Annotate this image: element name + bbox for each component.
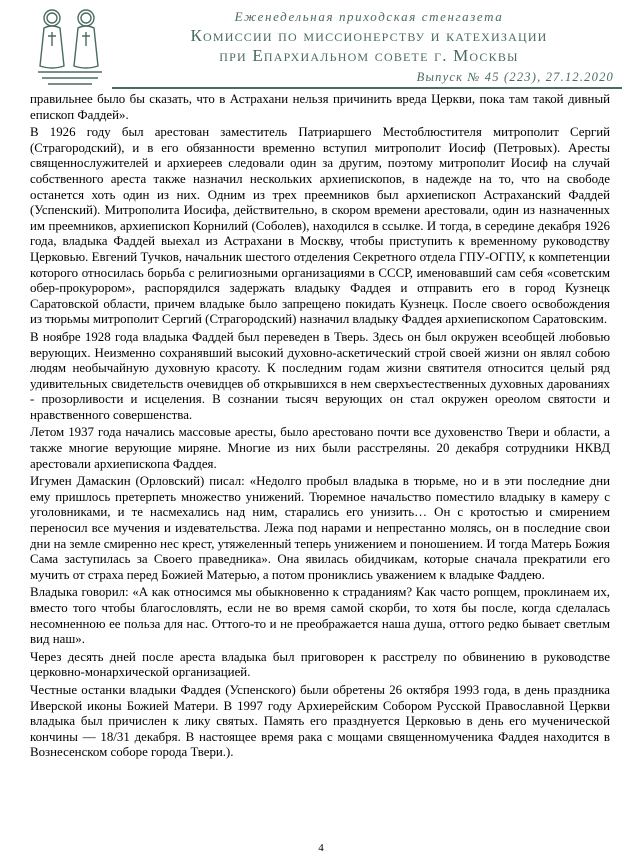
newspaper-header xyxy=(26,4,622,90)
page-number: 4 xyxy=(318,842,324,854)
paragraph: В ноябре 1928 года владыка Фаддей был переведен в Тверь. Здесь он был окружен всеобщей любовью верующих. Неизменно сохранявший высокий духовно-аскетический строй своей жизни он являл собою людям необычайную духовную красоту. К последним годам жизни святителя относится целый ряд удивительных свидетельств очевидцев об открывшихся в нем сверхъестественных духовных дарованиях - прозорливости и исцеления. В сознании тысяч верующих он стал окружен ореолом святости и нравственного совершенства. xyxy=(30,329,610,422)
newspaper-title-line-2: при Епархиальном совете г. Москвы xyxy=(219,46,519,65)
paragraph: правильнее было бы сказать, что в Астрахани нельзя причинить вреда Церкви, пока там такой дивный епископ Фаддей». xyxy=(30,92,610,122)
paragraph: Владыка говорил: «А как относимся мы обыкновенно к страданиям? Как часто ропщем, проклинаем их, вместо того чтобы благословлять, если не во время самой скорби, то хотя бы после, когда сделалась несомненною ее польза для нас. Оттого-то и не преображается наша душа, оттого редко бывает светлым вид наш». xyxy=(30,585,610,647)
saints-logo-icon xyxy=(30,6,110,86)
paragraph: Честные останки владыки Фаддея (Успенского) были обретены 26 октября 1993 года, в день праздника Иверской иконы Божией Матери. В 1997 году Архиерейским Собором Русской Православной Церкви владыка был причислен к лику святых. Память его празднуется Церковью в день его мученической кончины — 18/31 декабря. В настоящее время рака с мощами священномученика Фаддея находится в Вознесенском соборе города Твери.). xyxy=(30,682,610,760)
header-divider xyxy=(112,87,622,89)
paragraph: Игумен Дамаскин (Орловский) писал: «Недолго пробыл владыка в тюрьме, но и в эти последние дни ему пришлось претерпеть множество унижений. Тюремное начальство поместило владыку в камеру с уголовниками, и те насмехались над ним, старались его унизить… Он с кротостью и смирением переносил все мучения и издевательства. Лежа под нарами и непрестанно молясь, он в последние свои дни на земле смиренно нес крест, утяжеленный теперь унижением и поношением. И тогда Матерь Божия Сама заступилась за Своего праведника». Она явилась обидчикам, которые сначала прекратили его мучить от страха перед Божией Матерью, а потом прониклись уважением к владыке Фаддею. xyxy=(30,474,610,582)
newspaper-title-line-1: Комиссии по миссионерству и катехизации xyxy=(190,26,548,45)
paragraph: Через десять дней после ареста владыка был приговорен к расстрелу по обвинению в руководстве церковно-монархической организацией. xyxy=(30,649,610,680)
newspaper-subtitle: Еженедельная приходская стенгазета xyxy=(234,9,504,24)
article-body xyxy=(30,92,610,763)
paragraph: В 1926 году был арестован заместитель Патриаршего Местоблюстителя митрополит Сергий (Страгородский), и в его обязанности временно вступил митрополит Иосиф (Петровых). Аресты священнослужителей и архиереев следовали один за другим, поэтому митрополит Иосиф на случай собственного ареста также назначил нескольких архиепископов, в надежде на то, что на свободе останется хоть один из них. Одним из трех преемников был архиепископ Астраханский Фаддей (Успенский). Митрополита Иосифа, действительно, в скором времени арестовали, один из назначенных им преемников, архиепископ Корнилий (Соболев), находился в ссылке. И тогда, в середине декабря 1926 года, владыка Фаддей выехал из Астрахани в Москву, чтобы приступить к временному руководству Церковью. Евгений Тучков, начальник шестого отделения Секретного отдела ГПУ-ОГПУ, к компетенции которого относилась борьба с религиозными организациями в СССР, именовавший сам себя «советским обер-прокурором», распорядился задержать владыку Фаддея и отправить его в город Кузнецк Саратовской области, причем владыке было запрещено покидать Кузнецк. После своего освобождения из тюрьмы митрополит Сергий (Страгородский) назначил владыку Фаддея архиепископом Саратовским. xyxy=(30,125,610,327)
issue-info: Выпуск № 45 (223), 27.12.2020 xyxy=(416,70,614,84)
paragraph: Летом 1937 года начались массовые аресты, было арестовано почти все духовенство Твери и области, а также многие верующие миряне. Многие из них были расстреляны. 20 декабря сотрудники НКВД арестовали архиепископа Фаддея. xyxy=(30,425,610,471)
